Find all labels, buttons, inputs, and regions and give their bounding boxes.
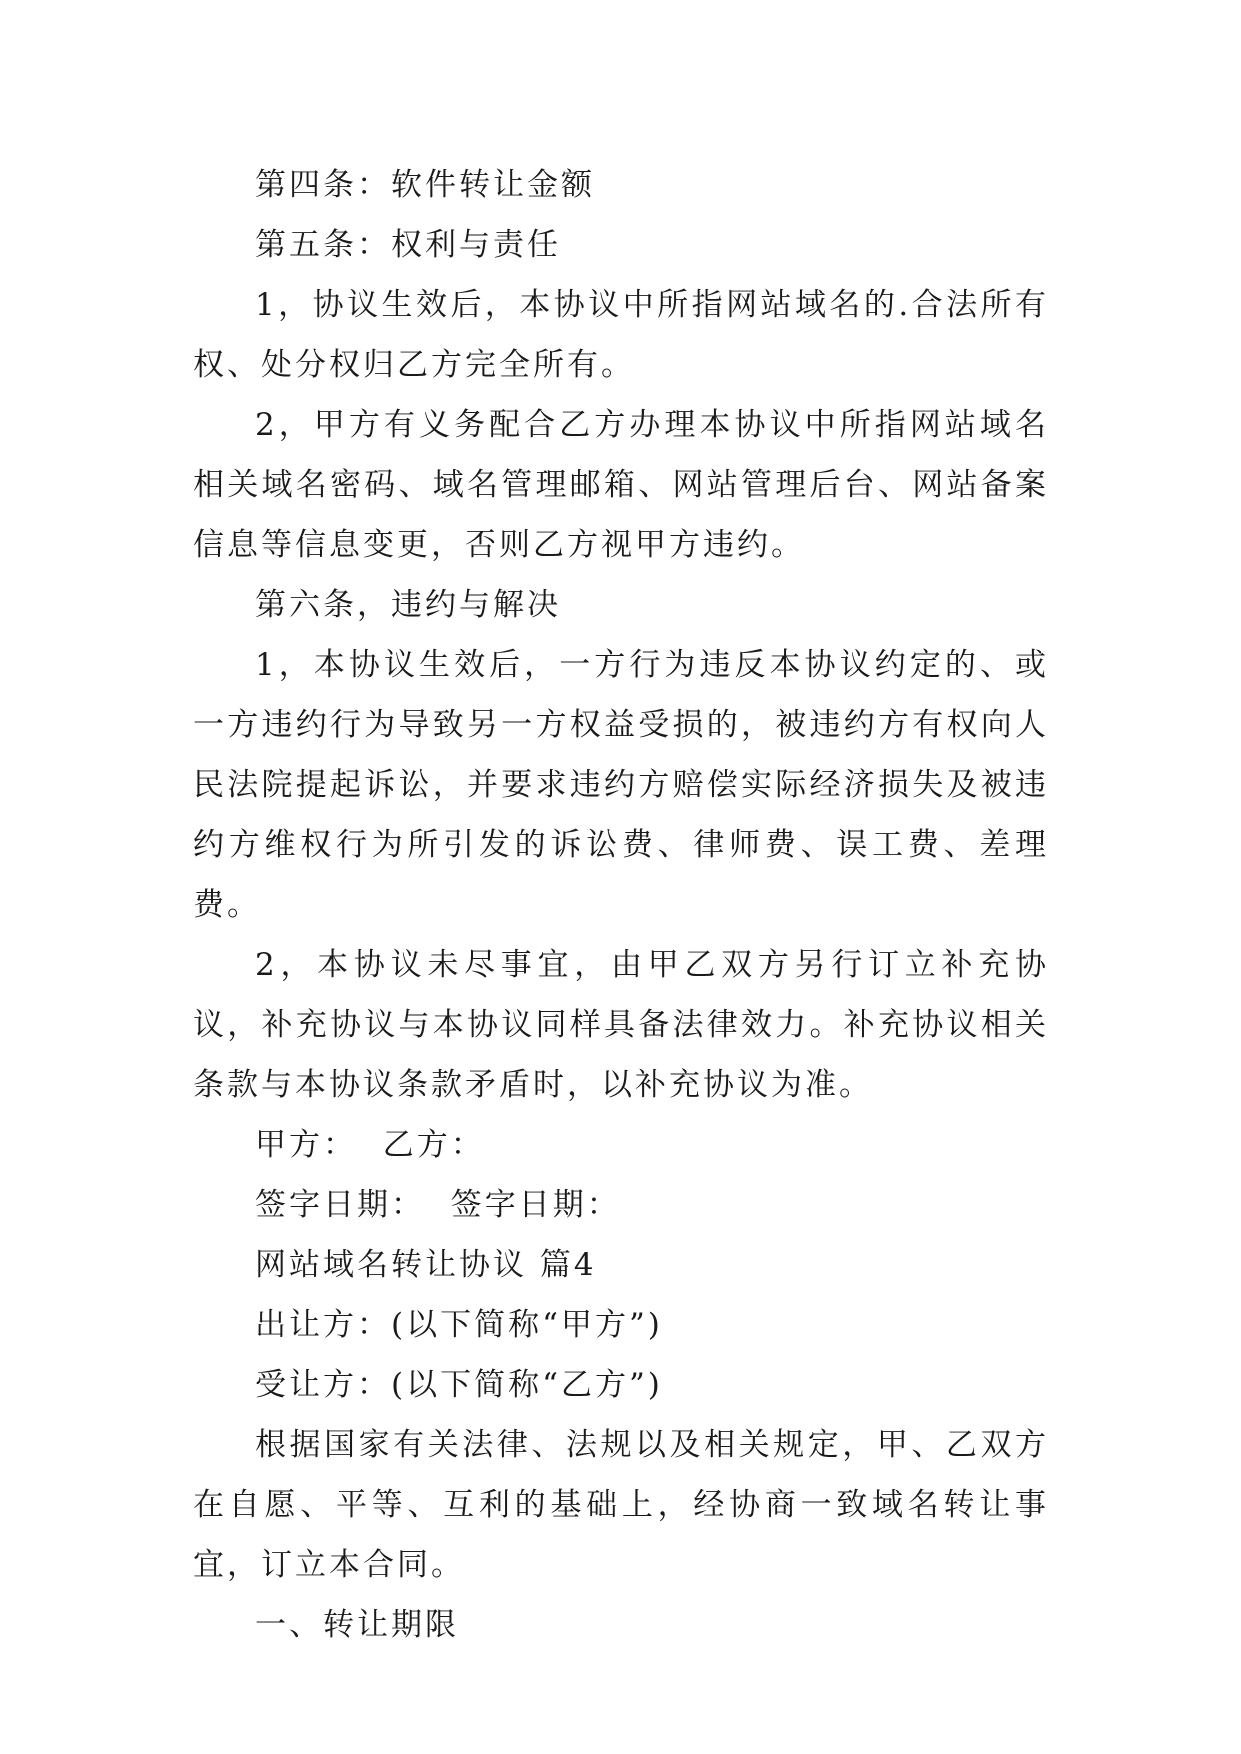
signature-date-line: 签字日期： 签字日期： [255, 1187, 621, 1223]
paragraph-clause: 1，协议生效后，本协议中所指网站域名的.合法所有权、处分权归乙方完全所有。 [193, 287, 1049, 383]
paragraph-clause: 2，本协议未尽事宜，由甲乙双方另行订立补充协议，补充协议与本协议同样具备法律效力。补充协议相关条款与本协议条款矛盾时，以补充协议为准。 [193, 947, 1049, 1103]
paragraph-article-6: 第六条，违约与解决 [255, 587, 561, 623]
paragraph-clause: 2，甲方有义务配合乙方办理本协议中所指网站域名相关域名密码、域名管理邮箱、网站管理后台、网站备案信息等信息变更，否则乙方视甲方违约。 [193, 407, 1049, 563]
party-signature-line: 甲方： 乙方： [255, 1127, 485, 1163]
transferor-line: 出让方：(以下简称“甲方”) [255, 1307, 663, 1343]
paragraph-article-5: 第五条：权利与责任 [255, 227, 561, 263]
paragraph-preamble: 根据国家有关法律、法规以及相关规定，甲、乙双方在自愿、平等、互利的基础上，经协商一致域名转让事宜，订立本合同。 [193, 1427, 1049, 1583]
transferee-line: 受让方：(以下简称“乙方”) [255, 1367, 663, 1403]
paragraph-clause: 1，本协议生效后，一方行为违反本协议约定的、或一方违约行为导致另一方权益受损的，被违约方有权向人民法院提起诉讼，并要求违约方赔偿实际经济损失及被违约方维权行为所引发的诉讼费、律师费、误工费、差理费。 [193, 647, 1049, 923]
document-body [193, 155, 1049, 1655]
paragraph-article-4: 第四条：软件转让金额 [255, 167, 595, 203]
paragraph-heading-term: 一、转让期限 [255, 1607, 459, 1643]
section-heading: 网站域名转让协议 篇4 [255, 1247, 597, 1283]
